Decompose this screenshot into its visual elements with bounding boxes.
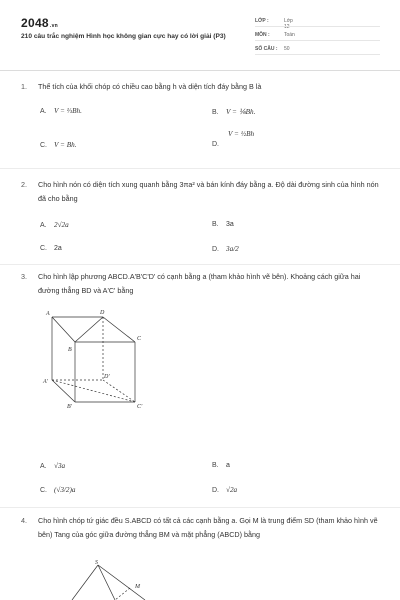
meta-count-key: SỐ CÂU :	[255, 46, 278, 52]
figure-label-d: D	[100, 310, 105, 316]
question-text: Cho hình lập phương ABCD.A'B'C'D' có cạnh bằng a (tham khảo hình vẽ bên). Khoảng cách giữa hai đường thẳng BD và A'C' bằng	[38, 272, 361, 295]
document-header	[0, 0, 400, 66]
question-number: 1.	[21, 82, 27, 91]
q1-option-b[interactable]: B. V = ⅙Bh.	[212, 108, 256, 116]
option-value: √2a	[226, 486, 238, 494]
question-text: Thể tích của khối chóp có chiều cao bằng h và diện tích đáy bằng B là	[38, 82, 262, 91]
option-value: (√3/2)a	[54, 486, 76, 494]
question-number: 3.	[21, 272, 27, 281]
meta-subject-value: Toán	[284, 32, 295, 38]
figure-label-b-prime: B'	[67, 404, 72, 410]
figure-label-d-prime: D'	[104, 374, 110, 380]
figure-label-a-prime: A'	[43, 379, 48, 385]
option-value: 2√2a	[54, 221, 69, 229]
q1-option-d-value: V = ½Bh	[228, 130, 255, 138]
question-divider	[0, 507, 400, 508]
q2-option-b[interactable]: B. 3a	[212, 221, 234, 228]
question-text: Cho hình chóp tứ giác đều S.ABCD có tất cả các cạnh bằng a. Gọi M là trung điểm SD (tham khảo hình vẽ bên) Tang của góc giữa đường thẳng BM và mặt phẳng (ABCD) bằng	[38, 516, 378, 539]
figure-label-a: A	[46, 311, 50, 317]
meta-class-key: LỚP :	[255, 18, 269, 24]
option-value: 3a/2	[226, 245, 239, 253]
header-divider	[0, 70, 400, 71]
q1-option-a[interactable]: A. V = ⅓Bh.	[40, 107, 82, 115]
option-value: V = Bh.	[54, 141, 77, 149]
q3-option-c[interactable]: C. (√3/2)a	[40, 486, 76, 494]
cube-figure	[40, 305, 160, 415]
page-title: 210 câu trắc nghiệm Hình học không gian cực hay có lời giải (P3)	[21, 33, 226, 40]
q2-option-a[interactable]: A. 2√2a	[40, 221, 69, 229]
logo-suffix: .vn	[49, 23, 59, 29]
option-value: 3a	[226, 221, 234, 228]
site-logo[interactable]	[21, 16, 58, 30]
question-number: 4.	[21, 516, 27, 525]
q2-option-c[interactable]: C. 2a	[40, 245, 62, 252]
q3-option-b[interactable]: B. a	[212, 462, 230, 469]
logo-text: 2048	[21, 16, 49, 30]
meta-class-value: Lớp 12	[284, 18, 293, 30]
option-value: 2a	[54, 245, 62, 252]
meta-count-value: 50	[284, 46, 290, 52]
figure-label-s: S	[95, 560, 98, 566]
q3-option-d[interactable]: D. √2a	[212, 486, 238, 494]
question-divider	[0, 264, 400, 265]
question-text: Cho hình nón có diện tích xung quanh bằng 3πa² và bán kính đáy bằng a. Độ dài đường sinh của hình nón đã cho bằng	[38, 180, 379, 203]
q1-option-c[interactable]: C. V = Bh.	[40, 141, 77, 149]
option-value: √3a	[54, 462, 66, 470]
q1-option-d[interactable]: D.	[212, 141, 219, 148]
option-value: V = ⅙Bh.	[226, 108, 256, 116]
figure-label-c-prime: C'	[137, 404, 143, 410]
question-divider	[0, 168, 400, 169]
q3-option-a[interactable]: A. √3a	[40, 462, 66, 470]
figure-label-b: B	[68, 347, 72, 353]
option-value: V = ⅓Bh.	[54, 107, 82, 115]
question-number: 2.	[21, 180, 27, 189]
figure-label-c: C	[137, 336, 142, 342]
figure-label-m: M	[135, 584, 140, 590]
option-value: a	[226, 462, 230, 469]
q2-option-d[interactable]: D. 3a/2	[212, 245, 239, 253]
meta-subject-key: MÔN :	[255, 32, 270, 38]
pyramid-figure	[60, 558, 170, 600]
